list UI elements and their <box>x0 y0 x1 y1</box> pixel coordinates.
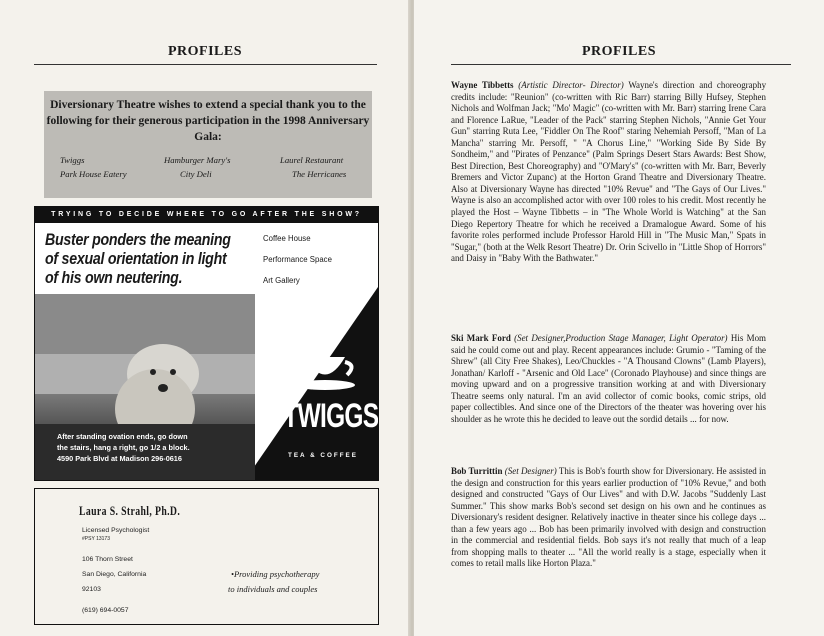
tagline: •Providing psychotherapy <box>231 569 320 579</box>
left-page <box>0 0 410 636</box>
ad-feature: Performance Space <box>263 255 332 264</box>
psychologist-name: Laura S. Strahl, Ph.D. <box>79 503 181 518</box>
profile-ski-mark-ford <box>451 333 766 425</box>
twiggs-ad <box>34 206 379 481</box>
header-rule <box>34 64 377 65</box>
psychologist-title: Licensed Psychologist <box>82 527 150 534</box>
twiggs-tagline: TEA & COFFEE <box>288 452 358 459</box>
ad-caption-line: the stairs, hang a right, go 1/2 a block. <box>57 443 190 452</box>
sponsor: Laurel Restaurant <box>280 155 344 165</box>
profile-name: Wayne Tibbetts <box>451 80 514 90</box>
twiggs-logo: TWIGGS <box>283 397 379 435</box>
profile-name: Bob Turrittin <box>451 466 503 476</box>
ad-banner: TRYING TO DECIDE WHERE TO GO AFTER THE SHOW? <box>35 207 378 223</box>
ad-feature: Coffee House <box>263 234 311 243</box>
address-line: 92103 <box>82 586 101 593</box>
ad-headline: Buster ponders the meaning of sexual orientation in light of his own neutering. <box>45 231 231 287</box>
cup-icon <box>285 307 365 397</box>
sponsor: Hamburger Mary's <box>164 155 231 165</box>
thank-you-title: Diversionary Theatre wishes to extend a special thank you to the following for their generous participation in the 1998 Anniversary Gala: <box>46 99 370 143</box>
profile-text: Wayne's direction and choreography credits include: "Reunion" (co-written with Ric Barr) starring Billy Hufsey, Stephen Nichols and Wolfman Jack; "Mo' Magic" (co-written with Mr. Barr) starring Irene Cara and Florence LaRue, "Leader of the Pack" starring Stephen Nichols, "Annie Get Your Gun" starring Ruta Lee, "Fiddler On The Roof" staring Nehemiah Persoff, "Man of La Mancha" starring Mr. Persoff, " "A Chorus Line," "Working Side By Side By Sondheim," and "Pirates of Penzance" (Palm Springs Desert Stars Awards: Best Show, Best Direction, Best Choreography) and "O'Mary's" (co-written with Mr. Barr, Beverly Bremers and Victor Zupanc) at the Horton Grand Theatre and Diversionary Theatre. Also at Diversionary Wayne has directed "10% Revue" and "The Gays of Our Lives." Wayne is also an accomplished actor with over 100 roles to his credit. Most recently he played the Host – Wayne Tibbetts – in "The Whole World is Watching" at the San Diego Repertory Theatre for which he received a Dramalogue Award. Some of his favorite roles performed include Professor Harold Hill in "The Music Man," Spats in "Sugar," (both at the Welk Resort Theatre) Dr. Orin Scivello in "Little Shop of Horrors" and Daisy in "Baby With the Bathwater." <box>451 80 767 264</box>
profile-bob-turrittin <box>451 466 766 570</box>
page-header: PROFILES <box>581 44 656 59</box>
thank-you-box <box>44 91 372 198</box>
address-line: San Diego, California <box>82 571 147 578</box>
sponsor: Park House Eatery <box>60 169 127 179</box>
sponsor: The Herricanes <box>292 169 347 179</box>
ad-caption-line: After standing ovation ends, go down <box>57 432 188 441</box>
sponsor: City Deli <box>180 169 212 179</box>
address-line: 106 Thorn Street <box>82 556 133 563</box>
page-header: PROFILES <box>167 44 242 59</box>
header-rule <box>451 64 791 65</box>
psychologist-ad <box>34 488 379 625</box>
profile-role: (Artistic Director- Director) <box>518 80 624 90</box>
ad-caption-line: 4590 Park Blvd at Madison 296-0616 <box>57 454 182 463</box>
ad-feature: Art Gallery <box>263 276 300 285</box>
profile-wayne-tibbetts <box>451 80 766 265</box>
ad-caption <box>57 431 247 464</box>
license-number: #PSY 13173 <box>82 536 110 542</box>
tagline: to individuals and couples <box>228 584 318 594</box>
profile-role: (Set Designer,Production Stage Manager, Light Operator) <box>514 333 728 343</box>
profile-name: Ski Mark Ford <box>451 333 511 343</box>
profile-role: (Set Designer) <box>504 466 557 476</box>
profile-text: This is Bob's fourth show for Diversionary. He assisted in the design and construction for this years earlier production of "10% Revue," and both designed and constructed "Gays of Our Lives" and with D.W. Jacobs "Suddenly Last Summer." This show marks Bob's second set design on his own and he continues as Diversionary's resident designer. Relatively inactive in theater since his college days ... than a few years ago ... Bob has been primarily involved with design and construction in the commercial and residential fields. Bob says it's not really that much of a leap from shopping malls to theater ... "All the world really is a stage, especially when it comes to retail malls like Horton Plaza." <box>451 466 766 569</box>
sponsor: Twiggs <box>60 155 85 165</box>
profile-text: His Mom said he could come out and play. Recent appearances include: Grumio - "Taming of the Shrew" (all City Free Shakes), Leo/Chuckles - "A Thousand Clowns" (Lamb Players), Jonathan/ Karloff - "Arsenic and Old Lace" (Coronado Playhouse) and since things are moving upward and on a progressive transition working at and with Diversionary Theatre seems only natural. I'm an avid collector of comic books, comic strips, old paper collectibles. And since one of the Directors of the theater was hovering over his shoulder as he wrote this he decided to leave out the sordid details ... for now. <box>451 333 766 424</box>
phone-number: (619) 694-0057 <box>82 607 129 614</box>
